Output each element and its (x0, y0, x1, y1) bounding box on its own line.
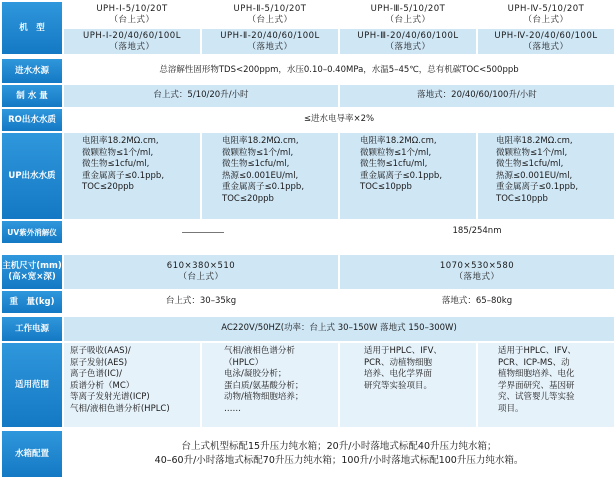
row-header-weight: 重 量(kg) (2, 291, 62, 313)
output-table: 台上式：5/10/20升/小时 (64, 85, 338, 107)
model-2-floor: UPH-Ⅱ-20/40/60/100L （落地式） (202, 29, 338, 54)
power-text: AC220V/50HZ(功率：台上式 30–150W 落地式 150–300W) (64, 317, 614, 341)
model-3-floor: UPH-Ⅲ-20/40/60/100L （落地式） (340, 29, 476, 54)
row-header-ro-quality: RO出水水质 (2, 109, 62, 131)
up-quality-4: 电阻率18.2MΩ.cm, 微颗粒物≤1个/ml, 微生物≤1cfu/ml, 热源≤0.001EU/ml, 重金属离子≤0.1ppb, TOC≤10ppb (478, 133, 614, 219)
tank-line-1: 台上式机型标配15升压力纯水箱；20升/小时落地式标配40升压力纯水箱； (181, 441, 497, 452)
row-header-model: 机 型 (2, 2, 62, 54)
model-4-table: UPH-Ⅳ-5/10/20T （台上式） (478, 2, 614, 27)
row-header-dimensions: 主机尺寸(mm) (高×宽×深) (2, 255, 62, 289)
scope-1: 原子吸收(AAS)/ 原子发射(AES) 离子色谱(IC)/ 质谱分析（MC） 等离子发射光谱(ICP) 气相/液相色谱分析(HPLC) (64, 343, 200, 427)
uv-not-included (64, 221, 338, 243)
row-header-scope: 适用范围 (2, 343, 62, 427)
ro-quality-text: ≤进水电导率×2% (64, 109, 614, 131)
scope-4: 适用于HPLC、IFV、 PCR、ICP-MS、动 植物细胞培养、电化 学界面研究、基因研 究、试管婴儿等实验 项目。 (478, 343, 614, 427)
scope-3: 适用于HPLC、IFV、 PCR、动植物细胞 培养、电化学界面 研究等实验项目。 (340, 343, 476, 427)
dims-table: 610×380×510 （台上式） (64, 255, 338, 289)
tank-text (64, 431, 614, 477)
model-2-table: UPH-Ⅱ-5/10/20T （台上式） (202, 2, 338, 27)
row-header-uv: UV紫外消解仪 (2, 221, 62, 243)
row-header-power: 工作电源 (2, 317, 62, 341)
up-quality-3: 电阻率18.2MΩ.cm, 微颗粒物≤1个/ml, 微生物≤1cfu/ml, 重金属离子≤0.1ppb, TOC≤10ppb (340, 133, 476, 219)
output-floor: 落地式：20/40/60/100升/小时 (340, 85, 614, 107)
row-header-up-quality: UP出水水质 (2, 133, 62, 219)
up-quality-2: 电阻率18.2MΩ.cm, 微颗粒物≤1个/ml, 微生物≤1cfu/ml, 热源≤0.001EU/ml, 重金属离子≤0.1ppb, TOC≤20ppb (202, 133, 338, 219)
row-header-tank: 水箱配置 (2, 431, 62, 477)
source-text: 总溶解性固形物TDS<200ppm，水压0.10–0.40MPa，水温5–45℃，总有机碳TOC<500ppb (64, 59, 614, 83)
row-header-source: 进水水源 (2, 59, 62, 83)
up-quality-1: 电阻率18.2MΩ.cm, 微颗粒物≤1个/ml, 微生物≤1cfu/ml, 重金属离子≤0.1ppb, TOC≤20ppb (64, 133, 200, 219)
weight-table: 台上式：30–35kg (64, 291, 338, 313)
model-1-table: UPH-Ⅰ-5/10/20T （台上式） (64, 2, 200, 27)
row-header-output: 制 水 量 (2, 85, 62, 107)
scope-2: 气相/液相色谱分析 （HPLC） 电泳/凝胶分析； 蛋白质/氨基酸分析； 动物/植物细胞培养； …… (202, 343, 338, 427)
model-1-floor: UPH-Ⅰ-20/40/60/100L （落地式） (64, 29, 200, 54)
uv-value: 185/254nm (340, 221, 614, 243)
weight-floor: 落地式：65–80kg (340, 291, 614, 313)
dims-floor: 1070×530×580 （落地式） (340, 255, 614, 289)
model-3-table: UPH-Ⅲ-5/10/20T （台上式） (340, 2, 476, 27)
tank-line-2: 40–60升/小时落地式标配70升压力纯水箱；100升/小时落地式标配100升压力纯水箱。 (154, 455, 524, 466)
model-4-floor: UPH-Ⅳ-20/40/60/100L （落地式） (478, 29, 614, 54)
dash-mark (182, 232, 224, 233)
